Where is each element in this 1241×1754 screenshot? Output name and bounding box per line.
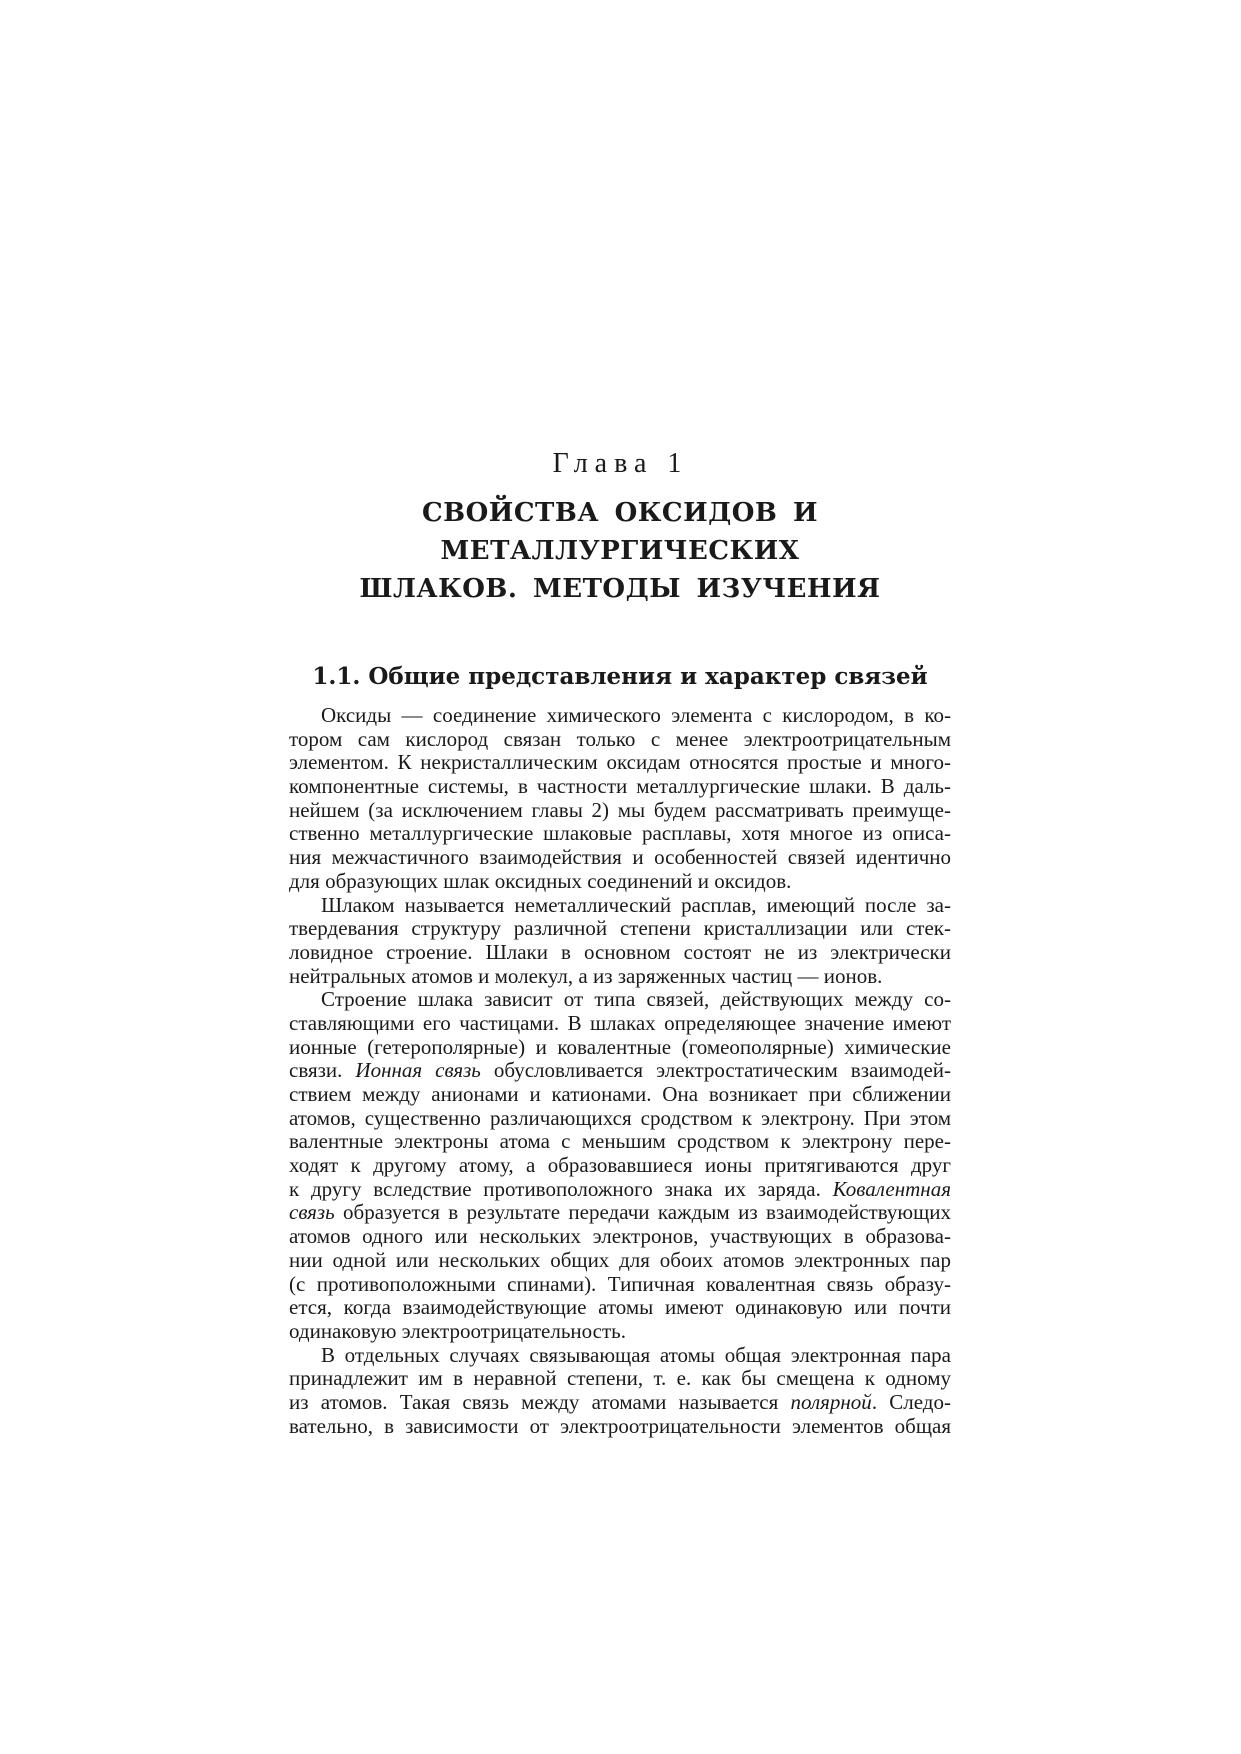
text-line: нии одной или нескольких общих для обоих атомов электронных пар [289,1247,951,1272]
text-run: образуется в результате передачи каждым из взаимодействующих [334,1200,951,1225]
text-line: ставляющими его частицами. В шлаках определяющее значение имеют [289,1010,951,1035]
text-line: тором сам кислород связан только с менее электроотрицательным [289,726,951,751]
body-text [289,704,951,1438]
text-line: Шлаком называется неметаллический расплав, имеющий после за- [321,892,951,917]
text-line: ствием между анионами и катионами. Она возникает при сближении [289,1082,951,1106]
italic-term: Ковалентная [832,1176,951,1201]
text-line [289,1201,951,1225]
text-line: нейтральных атомов и молекул, а из заряженных частиц — ионов. [289,963,883,988]
chapter-title [260,494,980,608]
text-line: (с противоположными спинами). Типичная ковалентная связь образу- [289,1271,951,1296]
text-line: Оксиды — соединение химического элемента с кислородом, в ко- [321,703,951,727]
text-line: нейшем (за исключением главы 2) мы будем рассматривать преимуще- [289,797,951,822]
chapter-title-line-2: ШЛАКОВ. МЕТОДЫ ИЗУЧЕНИЯ [359,574,881,604]
text-line: ния межчастичного взаимодействия и особенностей связей идентично [289,845,951,870]
text-line: твердевания структуру различной степени кристаллизации или стек- [289,916,951,941]
italic-term: связь [289,1200,335,1225]
text-line: ственно металлургические шлаковые расплавы, хотя многое из описа- [289,821,951,846]
text-line: ловидное строение. Шлаки в основном состоят не из электрически [289,939,951,964]
text-run: к другу вследствие противоположного знака их заряда. [289,1176,833,1201]
chapter-title-line-1: СВОЙСТВА ОКСИДОВ И МЕТАЛЛУРГИЧЕСКИХ [421,498,819,566]
text-run: из атомов. Такая связь между атомами называется [289,1389,791,1414]
text-line [289,1178,951,1202]
section-title: 1.1. Общие представления и характер связей [312,663,928,690]
text-line: ходят к другому атому, а образовавшиеся ионы притягиваются друг [289,1153,951,1178]
text-line: компонентные системы, в частности металлургические шлаки. В даль- [289,774,951,799]
italic-term: Ионная связь [355,1058,481,1083]
text-line: ионные (гетерополярные) и ковалентные (гомеополярные) химические [289,1034,951,1059]
text-line: вательно, в зависимости от электроотрицательности элементов общая [289,1413,951,1438]
italic-term: полярной [790,1389,872,1414]
text-run: обусловливается электростатическим взаимодей- [480,1058,951,1083]
text-run: . Следо- [871,1389,951,1414]
text-line: валентные электроны атома с меньшим сродством к электрону пере- [289,1129,951,1154]
text-line: Строение шлака зависит от типа связей, действующих между со- [321,987,951,1012]
text-line: атомов одного или нескольких электронов, участвующих в образова- [289,1224,951,1249]
text-line: для образующих шлак оксидных соединений и оксидов. [289,868,792,893]
text-line: элементом. К некристаллическим оксидам относятся простые и много- [289,750,951,775]
text-line: одинаковую электроотрицательность. [289,1318,626,1343]
text-line: ется, когда взаимодействующие атомы имеют одинаковую или почти [289,1295,951,1320]
text-line: атомов, существенно различающихся сродством к электрону. При этом [289,1105,951,1130]
text-line: принадлежит им в неравной степени, т. е. как бы смещена к одному [289,1366,951,1391]
text-run: связи. [289,1058,356,1083]
text-line: В отдельных случаях связывающая атомы общая электронная пара [321,1342,951,1367]
chapter-label: Глава 1 [552,448,689,479]
text-line [289,1391,951,1415]
text-line [289,1059,951,1083]
